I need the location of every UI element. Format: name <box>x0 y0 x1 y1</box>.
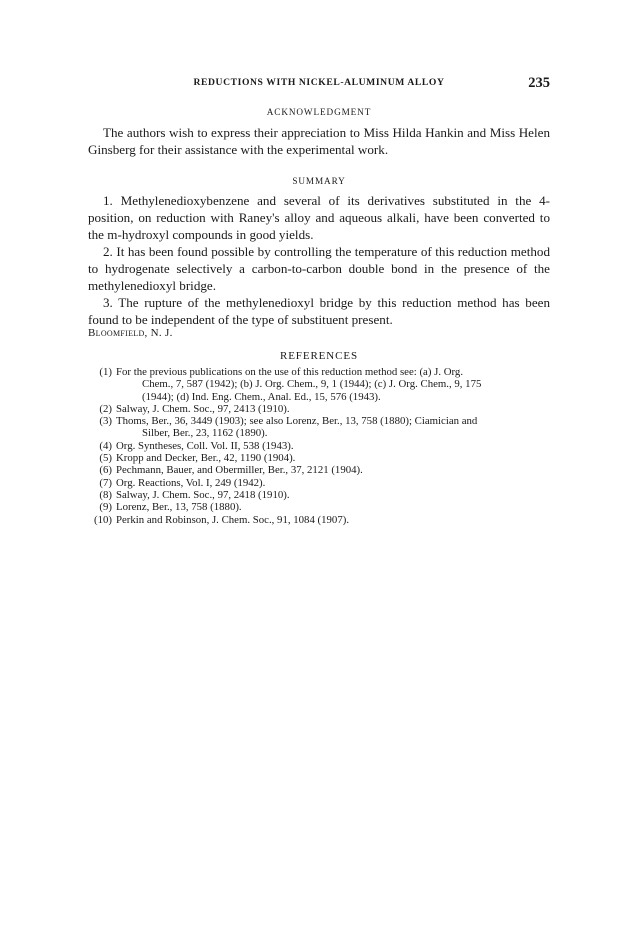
references-list <box>90 366 552 526</box>
reference-item <box>90 415 552 440</box>
page-number: 235 <box>528 75 550 91</box>
summary-item-1: 1. Methylenedioxybenzene and several of its derivatives substituted in the 4-position, on reduction with Raney's alloy and aqueous alkali, have been converted to the m-hydroxyl compounds in good yields. <box>88 193 550 243</box>
reference-item <box>90 464 552 476</box>
author-location: Bloomfield, N. J. <box>88 327 173 339</box>
reference-line: Silber, Ber., 23, 1162 (1890). <box>142 427 268 440</box>
acknowledgment-text: The authors wish to express their appreciation to Miss Hilda Hankin and Miss Helen Ginsberg for their assistance with the experimental work. <box>88 125 550 158</box>
reference-text: Perkin and Robinson, J. Chem. Soc., 91, 1084 (1907). <box>116 513 350 526</box>
reference-text: Lorenz, Ber., 13, 758 (1880). <box>116 501 242 514</box>
reference-line: Chem., 7, 587 (1942); (b) J. Org. Chem., 9, 1 (1944); (c) J. Org. Chem., 9, 175 <box>142 378 482 391</box>
reference-item <box>90 477 552 489</box>
reference-number: (6) <box>99 464 112 477</box>
running-head: REDUCTIONS WITH NICKEL-ALUMINUM ALLOY <box>193 77 445 88</box>
reference-line: (1944); (d) Ind. Eng. Chem., Anal. Ed., 15, 576 (1943). <box>142 390 381 403</box>
reference-text: Kropp and Decker, Ber., 42, 1190 (1904). <box>116 452 296 465</box>
reference-text: Org. Syntheses, Coll. Vol. II, 538 (1943). <box>116 439 294 452</box>
reference-item <box>90 489 552 501</box>
summary-item-3: 3. The rupture of the methylenedioxyl bridge by this reduction method has been found to be independent of the type of substituent present. <box>88 295 550 328</box>
reference-text <box>115 366 552 403</box>
reference-number: (1) <box>99 366 112 378</box>
reference-text <box>115 415 552 440</box>
reference-line: Thoms, Ber., 36, 3449 (1903); see also Lorenz, Ber., 13, 758 (1880); Ciamician and <box>116 415 478 428</box>
reference-number: (3) <box>99 415 112 428</box>
reference-number: (5) <box>99 452 112 465</box>
reference-text: Org. Reactions, Vol. I, 249 (1942). <box>116 476 266 489</box>
reference-item <box>90 501 552 513</box>
reference-number: (2) <box>99 402 112 415</box>
reference-text: Salway, J. Chem. Soc., 97, 2418 (1910). <box>116 488 290 501</box>
reference-line: For the previous publications on the use of this reduction method see: (a) J. Org. <box>116 366 464 378</box>
reference-item <box>90 514 552 526</box>
reference-number: (10) <box>94 513 112 526</box>
reference-text: Pechmann, Bauer, and Obermiller, Ber., 37, 2121 (1904). <box>116 464 363 477</box>
reference-text: Salway, J. Chem. Soc., 97, 2413 (1910). <box>116 402 290 415</box>
reference-item <box>90 452 552 464</box>
reference-item <box>90 440 552 452</box>
reference-number: (7) <box>99 476 112 489</box>
summary-item-2: 2. It has been found possible by controlling the temperature of this reduction method to hydrogenate selectively a carbon-to-carbon double bond in the presence of the methylenedioxyl bridge. <box>88 244 550 294</box>
acknowledgment-heading: ACKNOWLEDGMENT <box>266 107 372 117</box>
reference-number: (4) <box>99 439 112 452</box>
reference-item <box>90 366 552 403</box>
reference-number: (8) <box>99 488 112 501</box>
summary-heading: SUMMARY <box>292 176 346 186</box>
reference-number: (9) <box>99 501 112 514</box>
page-header <box>88 75 550 93</box>
references-heading: REFERENCES <box>279 350 359 362</box>
reference-item <box>90 403 552 415</box>
